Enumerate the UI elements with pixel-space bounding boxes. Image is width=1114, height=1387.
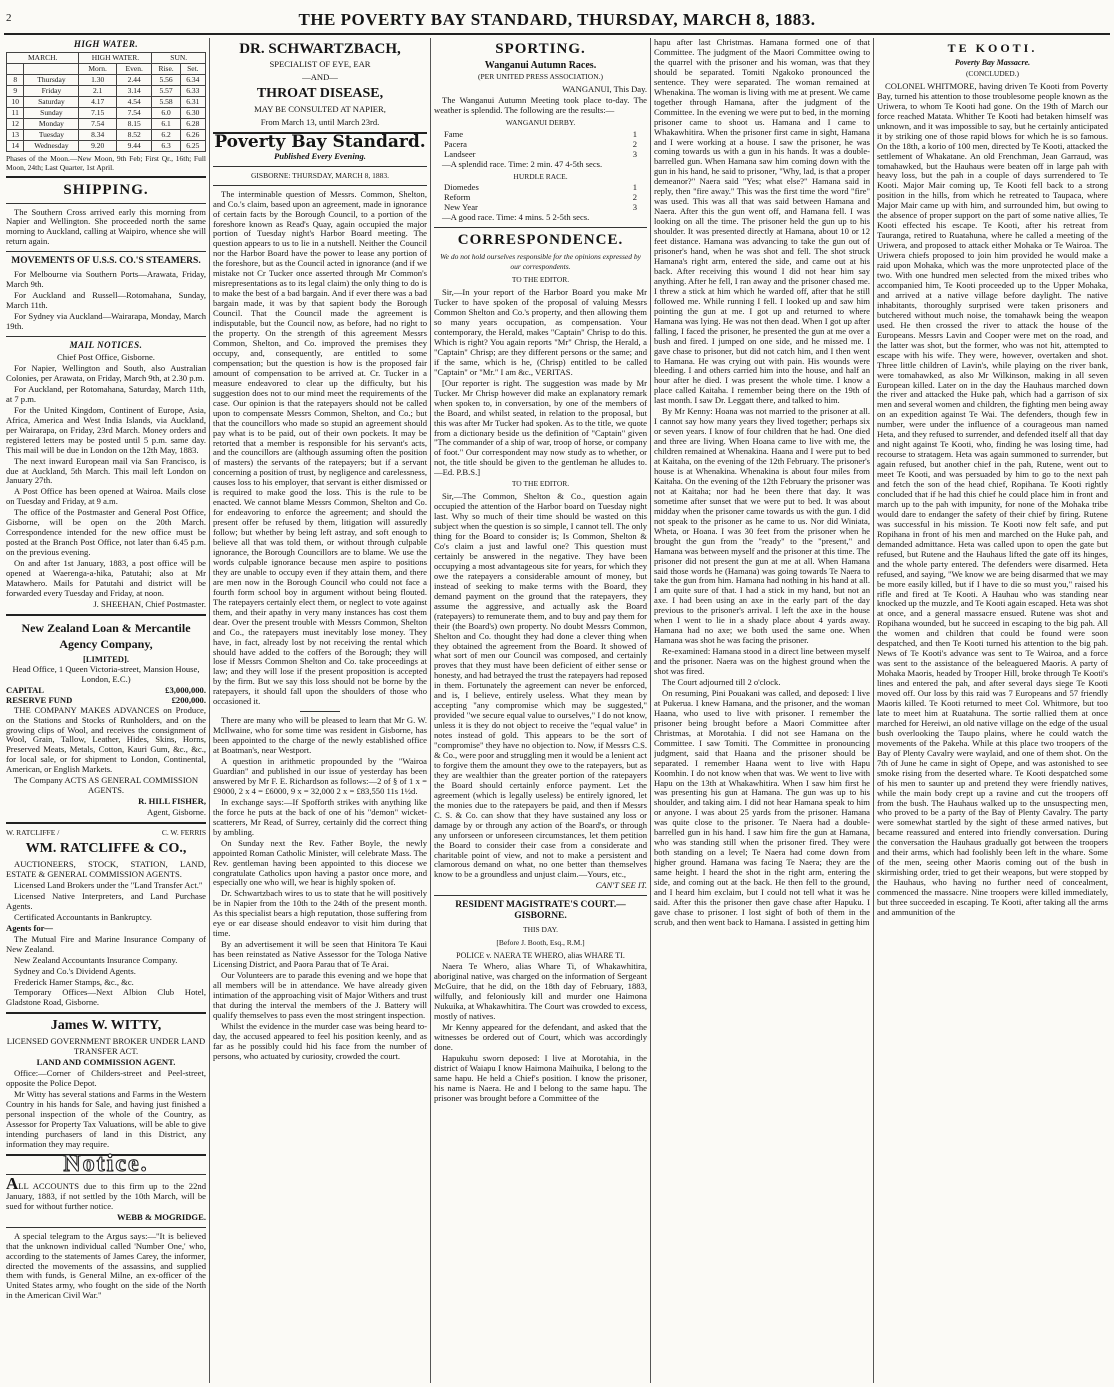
witty-sub: LICENSED GOVERNMENT BROKER UNDER LAND TRANSFER ACT. bbox=[6, 1036, 206, 1057]
horse-name: Pacera bbox=[444, 138, 467, 149]
column-4 bbox=[654, 38, 870, 1383]
tides-header: SUN. bbox=[152, 52, 206, 63]
dateline: GISBORNE: THURSDAY, MARCH 8, 1883. bbox=[250, 170, 389, 180]
horse-name: New Year bbox=[444, 202, 478, 213]
capital-label: CAPITAL bbox=[6, 684, 45, 695]
nzloan-limited: [LIMITED]. bbox=[82, 653, 130, 664]
tides-cell: 6.2 bbox=[152, 129, 180, 140]
ratcliffe-line: Licensed Land Brokers under the "Land Transfer Act." bbox=[14, 879, 203, 890]
tides-header: HIGH WATER. bbox=[79, 52, 152, 63]
to-editor: TO THE EDITOR. bbox=[511, 275, 570, 285]
notice-signature: WEBB & MOGRIDGE. bbox=[116, 1211, 206, 1222]
editorial-paragraph: In exchange says:—If Spofforth strikes with anything like the force he puts at the back of one of his "demon" wicket-scatterers, Mr Read, of Surrey, certainly did the correct thing by ambling. bbox=[213, 796, 427, 837]
reserve-label: RESERVE FUND bbox=[6, 694, 73, 705]
movement-item: For Sydney via Auckland—Wairarapa, Monday, March 19th. bbox=[6, 311, 206, 332]
tides-cell: Monday bbox=[24, 118, 79, 129]
horse-name: Diomedes bbox=[444, 182, 479, 193]
ratcliffe-line: Frederick Hamer Stamps, &c., &c. bbox=[14, 976, 134, 987]
hurdle-note: —A good race. Time: 4 mins. 5 2-5th secs. bbox=[442, 212, 590, 223]
court-heading: RESIDENT MAGISTRATE'S COURT.—GISBORNE. bbox=[455, 900, 626, 922]
tides-cell: 12 bbox=[7, 118, 24, 129]
mail-notice: The office of the Postmaster and General Post Office, Gisborne, will be open on the 20th March. Correspondence intended for the new office must be posted at the Branch Post Office, not later than 6.45 p.m. on the previous evening. bbox=[6, 507, 206, 558]
sporting-heading: SPORTING. bbox=[495, 41, 586, 57]
ratcliffe-line: Licensed Native Interpreters, and Land Purchase Agents. bbox=[6, 890, 206, 911]
editorial-paragraph: The interminable question of Messrs. Common, Shelton, and Co.'s claim, based upon an agreement, made in ignorance of certain facts by the Borough Council, to a portion of the foreshore known as Read's Quay, again occupied the major portion of Tuesday night's Harbor Board meeting. The question appears to us to lie in a nutshell. Neither the Council nor the Harbor Board have the power to lease any portion of the foreshore, but as the Council acted in ignorance (and if we mistake not Cr Tucker once asserted through Mr Common's misrepresentations as to its legal claim) the only thing to do is to make the best of a bad bargain. And if ever there was a bad bargain made, it was by that sapient body the Borough Council. That the Council made the agreement is indisputable, but the Council now, as before, had no right to the property. On the strength of this agreement Messrs Common, Shelton, and Co. improved the premises they occupy, and, consequently, are entitled to some compensation; but the question is how is the proposed fair amount of compensation to be arrived at. Cr. Tucker in a measure endeavored to clear up the difficulty, but his suggestion does not to our mind meet the requirements of the case. Our opinion is that the ratepayers should not be called upon to compensate Messrs Common, Shelton, and Co.; but that the councillors who made so stupid an agreement should pay what is to be paid, out of their own pockets. It may be retorted that a member is responsible for his servant's acts, and the councillors are (although assuming often the position of masters) the servants of the ratepayers; but if a servant concerning a position of trust, by negligence and carelessness, causes loss to his employer, that servant is either dismissed or is required to make good the loss. This is the rule to be enacted. We cannot blame Messrs Common, Shelton and Co. for endeavoring to enforce the agreement; and should the present offer be refused by them, litigation will assuredly follow; but whether by being left astray, and soft enough to believe all that was told them, or without through culpable ignorance, the Borough Councillors are to blame. We use the words culpable ignorance because men aspire to positions they are unable to occupy even if they attain them, and there are men now in the Borough Council who could not face a fourth form school boy in argument without being flouted. The ratepayers certainly elect them, or neglect to vote against them, and their apathy in very many instances has cost them dear. Over the present trouble with Messrs Common, Shelton and Co., the ratepayers must inevitably lose money. They have, in fact, already lost by not receiving the rental which should have added to the coffers of the Borough; they will lose if Messrs Common Shelton and Co. take proceedings at law; and they will lose if the present proposition is accepted by the firm. But we say this loss should not be borne by the ratepayers, it should fall upon the shoulders of those who occasioned it. bbox=[213, 188, 427, 707]
tides-row bbox=[7, 118, 206, 129]
correspondence-heading: CORRESPONDENCE. bbox=[457, 232, 624, 249]
mail-notice: A Post Office has been opened at Wairoa. Mails close on Tuesday and Friday, at 9 a.m. bbox=[6, 486, 206, 507]
wanganui-text: The Wanganui Autumn Meeting took place to-day. The weather is splendid. The following are the results:— bbox=[434, 94, 647, 115]
ratcliffe-line: Certificated Accountants in Bankruptcy. bbox=[14, 911, 152, 922]
movement-item: For Melbourne via Southern Ports—Arawata, Friday, March 9th. bbox=[6, 269, 206, 290]
court-day: THIS DAY. bbox=[522, 925, 558, 935]
court-text: Hapukuhu sworn deposed: I live at Morotahia, in the district of Waiapu I know Haimona Maihuika, I belong to the same hapu. He held a Chief's position. I know the prisoner, his name is Naera. He and I belong to the same hapu. The prisoner was brought before a Committee of the bbox=[434, 1052, 647, 1103]
column-rule bbox=[873, 38, 874, 1383]
letter-text: Sir,—The Common, Shelton & Co., question again occupied the attention of the Harbor board on Tuesday night last. Why so much of their time should be wasted on this subject when the question is so simple, I cannot tell. The only thing for the Board to consider is; Is Common, Shelton & Co's claim a just and lawful one? This question must certainly be answered in the negative. They have been occupying a most advantageous site for years, for which they owe the ratepayers a considerable amount of money, but instead of seeking to make terms with the Board, they demand payment on the ground that the ratepayers, they assume the aggressive, and actually ask the Board (ratepayers) to remunerate them, and to buy and pay them for their (the Board's) own property. No doubt Messrs Common, Shelton and Co. thought they had done a clever thing when they obtained the agreement from the Board. It showed of what sort of men our Council was composed, and certainly proves that they must have been deficient of either sense or honesty, and had betrayed the trust the ratepayers had reposed in them. Fortunately the agreement can never be enforced, and is, I believe, entirely useless. What they mean by accepting "any compromise which may be suggested," provided "we secure equal value to ourselves," I do not know, unless it is they do not object to receive the "equal value" in notes instead of gold. This appears to be the sort of "compromise" they have no objection to. Now, if Messrs C.S. & Co., were poor and struggling men it would be a lenient act to forgive them the amount they owe to the ratepayers, but as they are wealthier than the greater portion of the ratepayers the Board should certainly enforce payment. Let the agreement (which is legally useless) be entirely ignored, let the monies due to the ratepayers be paid, and then if Messrs C. S. & Co. can show that they have sustained any loss or damage by or through any action of the Board's, or through any unforseen or unforeseen circumstances, let them petition the Board to consider their case from a considerate and charitable point of view, and not to make a persistent and clamorous demand on what, no one better than themselves know to be a groundless and unjust claim.—Yours, etc., bbox=[434, 491, 647, 880]
postmaster-signature: J. SHEEHAN, Chief Postmaster. bbox=[93, 598, 206, 609]
tides-cell: Wednesday bbox=[24, 140, 79, 151]
column-2 bbox=[213, 38, 427, 1383]
tides-cell: Tuesday bbox=[24, 129, 79, 140]
tides-cell: 6.28 bbox=[180, 118, 205, 129]
column-rule bbox=[430, 38, 431, 1383]
tides-cell: 1.30 bbox=[79, 74, 117, 85]
editorial-paragraph: Whilst the evidence in the murder case was being heard to-day, the accused appeared to feel his position keenly, and as far as he possibly could hid his face from the number of persons, who actuated by curiosity, crowded the court. bbox=[213, 1020, 427, 1061]
tides-cell: 5.58 bbox=[152, 96, 180, 107]
ratcliffe-heading: WM. RATCLIFFE & CO., bbox=[25, 841, 187, 857]
tides-subheader: Even. bbox=[116, 63, 152, 74]
tides-cell: 7.15 bbox=[79, 107, 117, 118]
editorial-paragraph: Our Volunteers are to parade this evening and we hope that all members will be in attendance. We have already given intimation of the approaching visit of Major Withers and trust that during the interval the members of the J. Battery will qualify themselves to pass even the most stringent inspection. bbox=[213, 970, 427, 1020]
capital-value: £3,000,000. bbox=[165, 684, 206, 695]
doctor-role: SPECIALIST OF EYE, EAR bbox=[269, 59, 371, 69]
notice-heading: Notice. bbox=[63, 1150, 149, 1177]
tides-cell: 4.54 bbox=[116, 96, 152, 107]
tides-cell: 9.44 bbox=[116, 140, 152, 151]
tides-cell: 7.54 bbox=[116, 107, 152, 118]
ratcliffe-names bbox=[6, 828, 206, 838]
letter-reply: [Our reporter is right. The suggestion was made by Mr Tucker. Mr Chrisp however did make an explanatory remark when spoken to, in conversation, by one of the members of the Board, and whilst seated, in relation to the proposal, but this was after Mr Tucker had spoken. As to the title, we quote from a dictionary beside us the definition of "Captain" given "The commander of a ship of war, troop of horse, or company of foot." Our correspondent may now study as to whether, or not, the title should be given to the gentleman he alludes to.—Ed. P.B.S.] bbox=[434, 377, 647, 478]
mail-notice: On and after 1st January, 1883, a post office will be opened at Waerenga-a-hika, Patutahi; also at Mr Matawhero. Mails for Patutahi and district will be forwarded every Tuesday and Friday, at noon. bbox=[6, 558, 206, 598]
tides-cell: 8 bbox=[7, 74, 24, 85]
court-case: POLICE v. NAERA TE WHERO, alias WHARE TI. bbox=[456, 951, 625, 961]
tides-cell: 5.57 bbox=[152, 85, 180, 96]
tides-cell: 7.54 bbox=[79, 118, 117, 129]
press-credit: (PER UNITED PRESS ASSOCIATION.) bbox=[477, 71, 603, 81]
nzloan-agents: The Company ACTS AS GENERAL COMMISSION AGENTS. bbox=[13, 775, 199, 796]
column-3 bbox=[434, 38, 647, 1383]
published-line: Published Every Evening. bbox=[274, 150, 366, 161]
tides-cell: 3.14 bbox=[116, 85, 152, 96]
reserve-value: £200,000. bbox=[171, 694, 206, 705]
placing: 1 bbox=[632, 128, 637, 139]
movements-heading: MOVEMENTS OF U.S.S. CO.'S STEAMERS. bbox=[11, 256, 201, 267]
doctor-name: DR. SCHWARTZBACH, bbox=[239, 41, 401, 57]
column-rule bbox=[209, 38, 210, 1383]
tides-row bbox=[7, 85, 206, 96]
court-continued: By Mr Kenny: Hoana was not married to the prisoner at all. I cannot say how many years they lived together; perhaps six or seven years. I know of four children that he had. One died and three are living. When Hoana came to live with me, the children remained at Whenakina. Haana and I were put to bed at Kaitaha, on the evening of the 12th February. The prisoner's house is at Whenakina. Whenakina is about four miles from Kaitaha. On the evening of the 12th February the prisoner was not at Kaitaha; nor had he been there that day. It was sometime after sunset that we were put to bed. It was about midday when the prisoner came towards us with the gun. I did not speak to the prisoner as he came to us. Nor did Winiata, Wheta, or Hoana. I was 30 feet from the prisoner when he brought the gun from the "ready" to the "present," and Hamana was between myself and the prisoner at this time. The prisoner did not present the gun at me at all. When Hamana said those words he (Hamana) was going towards Te Naera to take the gun from him. Hamana had nothing in his hand at all. I am quite sure of that. I had a stick in my hand, but not an axe. I had been using an axe in the early part of the day previous to the prisoner's arrival. I left the axe in the house when I went to lie in a shady place about 4 yards away. Hamana had no axe; we both used the same one. When Hamana was shot he was facing the prisoner. bbox=[654, 406, 870, 646]
hurdle-heading: HURDLE RACE. bbox=[513, 171, 568, 181]
tides-cell: 6.3 bbox=[152, 140, 180, 151]
tides-cell: 6.26 bbox=[180, 129, 205, 140]
tides-cell: 9.20 bbox=[79, 140, 117, 151]
mail-notice: For Auckland, per Rotomahana, Saturday, March 11th, at 7 p.m. bbox=[6, 383, 206, 404]
doctor-consult: MAY BE CONSULTED AT NAPIER, bbox=[254, 103, 386, 114]
tides-cell: 8.15 bbox=[116, 118, 152, 129]
court-continued: The Court adjourned till 2 o'clock. bbox=[662, 677, 781, 687]
tides-cell: 6.33 bbox=[180, 85, 205, 96]
court-text: Mr Kenny appeared for the defendant, and asked that the witnesses be ordered out of Court, which was accordingly done. bbox=[434, 1021, 647, 1052]
mail-notice: Chief Post Office, Gisborne. bbox=[57, 352, 155, 363]
court-continued: Re-examined: Hamana stood in a direct line between myself and the prisoner. Naera was on the highest ground when the shot was fired. bbox=[654, 646, 870, 677]
column-te-kooti bbox=[877, 38, 1108, 1383]
tides-cell: 6.31 bbox=[180, 96, 205, 107]
tekooti-concluded: (CONCLUDED.) bbox=[965, 68, 1020, 78]
horse-name: Fame bbox=[444, 128, 464, 139]
tides-cell: 8.34 bbox=[79, 129, 117, 140]
court-continued: hapu after last Christmas. Hamana formed one of that Committee. The judgment of the Maori Committee owing to the quarrel with the prisoner and his woman, was that they should be separated. Tomiti Ngakoko pronounced the sentence. They were separated. The woman remained at Whenakina. The woman is living with me at present. We came together through Hamana, after the judgment of the Committee. In the evening we were put to bed, in the morning prisoner came to shoot us. Hamana and I came to Whakawhitira. When the prisoner first came in sight, Hamana and I were working at a house. I saw the prisoner, he was coming towards us with a gun in his hands. It was a double-barrelled gun. When Hamana saw him coming down with the gun in his hand, he said to prisoner, "Why, lad, is that a proper demeanor?" Naera said "Yes; what else?" Hamana said in reply, then "fire away." This was the first time the word "fire" was used. This was all that was said between Hamana and Naera. After this the gun went off, and Hamana fell. I was looking on all the time. The prisoner held the gun up to his shoulder. It was presented directly at Hamana, about 10 or 12 feet distance. Hamana was advancing to take the gun out of prisoner's hand, when he was shot and fell. The shot struck Hamana's right arm, entered the side, and came out at his back. After receiving this wound I did not hear him say anything. After he fell, I ran away and the prisoner chased me. I threw a stick at him which he warded off, after that he still followed me. While running I fell. I looked up and saw him pointing the gun at me. I got up and returned to where Hamana was lying. He was not then dead. When I got up after falling, I faced the prisoner, he presented the gun at me over a bush and fired. I jumped on one side, and he missed me. I gave chase to prisoner, but did not catch him, and I then went to Hamana. He was crying out with pain. His wounds were bleeding. I and others carried him into the house, and half an hour after he died. I was present the whole time. I know a place called Kaitaha. I remember being there on the 19th of last month. I saw Dr. Leggatt there, and talked to him. bbox=[654, 38, 870, 406]
ratcliffe-line: Sydney and Co.'s Dividend Agents. bbox=[14, 965, 136, 976]
mail-notice: The next inward European mail via San Francisco, is due at Auckland, 5th March. This mail left London on January 27th. bbox=[6, 455, 206, 486]
tides-cell: 4.17 bbox=[79, 96, 117, 107]
tides-cell: 10 bbox=[7, 96, 24, 107]
mail-notices-heading: MAIL NOTICES. bbox=[69, 340, 143, 351]
tides-cell: 9 bbox=[7, 85, 24, 96]
doctor-dates: From March 13, until March 23rd. bbox=[260, 116, 380, 127]
column-1 bbox=[6, 38, 206, 1383]
tides-subheader: Rise. bbox=[152, 63, 180, 74]
newspaper-title: THE POVERTY BAY STANDARD, THURSDAY, MARCH 8, 1883. bbox=[298, 10, 816, 29]
tides-cell: 13 bbox=[7, 129, 24, 140]
tides-cell: Thursday bbox=[24, 74, 79, 85]
tides-table bbox=[6, 52, 206, 152]
horse-name: Reform bbox=[444, 192, 471, 203]
shipping-heading: SHIPPING. bbox=[63, 181, 149, 198]
tekooti-heading: TE KOOTI. bbox=[947, 41, 1038, 55]
editorial-paragraph: A question in arithmetic propounded by the "Wairoa Guardian" and published in our issue of yesterday has been answered by Mr F. E. Richardson as follows:—2 of § of 1 x = £9000, 2 x 4 = £6000, 9 x = 32,000 2 x = £83,550 11s 1½d. bbox=[213, 756, 427, 796]
nzloan-fisher: R. HILL FISHER, bbox=[138, 796, 206, 807]
tides-cell: 2.1 bbox=[79, 85, 117, 96]
page-number: 2 bbox=[6, 12, 12, 24]
tides-cell: Friday bbox=[24, 85, 79, 96]
nzloan-office: Head Office, 1 Queen Victoria-street, Mansion House, London, E.C.) bbox=[12, 663, 200, 684]
tides-title: HIGH WATER. bbox=[73, 39, 139, 49]
derby-heading: WANGANUI DERBY. bbox=[505, 117, 576, 127]
doctor-and: —AND— bbox=[302, 71, 338, 82]
tekooti-sub: Poverty Bay Massacre. bbox=[954, 58, 1031, 67]
placing: 2 bbox=[632, 138, 637, 149]
tides-cell: 6.0 bbox=[152, 107, 180, 118]
tides-cell: 6.34 bbox=[180, 74, 205, 85]
mail-notice: For the United Kingdom, Continent of Europe, Asia, Africa, America and West India Islands, via Auckland, per Wairarapa, on Friday, 23rd March. Money orders and registered letters may be posted until 5 p.m. same day. This mail will be due in London on the 12th May, 1883. bbox=[6, 404, 206, 455]
witty-heading: James W. WITTY, bbox=[50, 1018, 162, 1034]
tides-cell: 5.56 bbox=[152, 74, 180, 85]
ratcliffe-line: The Mutual Fire and Marine Insurance Company of New Zealand. bbox=[6, 933, 206, 954]
letter-text: Sir,—In your report of the Harbor Board you make Mr Tucker to have spoken of the proposal of valuing Messrs Common Shelton and Co.'s property, and then allowing them so many years occupation, as compensation. Your contemporary, the Herald, makes "Captain" Chrisp to do this. Which is right? You again reports "Mr" Chrisp, the Herald, a "Captain" Chrisp; are they different persons or the same; and if the same, which is he, (Chrisp) entitled to be called "Captain" or "Mr." I am &c., VERITAS. bbox=[434, 287, 647, 377]
doctor-throat: THROAT DISEASE, bbox=[256, 85, 384, 101]
tides-row bbox=[7, 74, 206, 85]
nzloan-text: THE COMPANY MAKES ADVANCES on Produce, on the Stations and Stocks of Runholders, and on the growing clips of Wool, and receives the consignment of Wool, Grain, Tallow, Leather, Hides, Skins, Horns, Preserved Meats, Metals, Cotton, Kauri Gum, &c., &c., for local sale, or for shipment to London, Continental, American, or English Markets. bbox=[6, 704, 206, 775]
court-text: Naera Te Whero, alias Whare Ti, of Whakawhitira, aboriginal native, was charged on the information of Sergeant McGuire, that he did, on the 18th day of February, 1883, wilfully, and feloniously kill and murder one Haimona Nukuika, at Whakawhitira. The Court was crowded to excess, mostly of natives. bbox=[434, 961, 647, 1021]
editorial-paragraph: Dr. Schwartzbach wires to us to state that he will positively be in Napier from the 10th to the 24th of the present month. As this specialist bears a high reputation, those suffering from eye or ear disease should endeavor to visit him during that time. bbox=[213, 888, 427, 939]
tides-row bbox=[7, 129, 206, 140]
races-heading: Wanganui Autumn Races. bbox=[484, 60, 597, 71]
placing: 3 bbox=[632, 202, 637, 213]
mail-notice: For Napier, Wellington and South, also Australian Colonies, per Arawata, on Friday, March 9th, at 2.30 p.m. bbox=[6, 362, 206, 383]
nzloan-heading: New Zealand Loan & Mercantile Agency Company, bbox=[21, 620, 191, 651]
tides-cell: 14 bbox=[7, 140, 24, 151]
tides-subheader: Set. bbox=[180, 63, 205, 74]
movement-item: For Auckland and Russell—Rotomahana, Sunday, March 11th. bbox=[6, 290, 206, 311]
masthead-rule bbox=[4, 33, 1110, 35]
tides-row bbox=[7, 140, 206, 151]
tides-cell: 2.44 bbox=[116, 74, 152, 85]
derby-note: —A splendid race. Time: 2 min. 47 4-5th secs. bbox=[442, 158, 603, 169]
placing: 2 bbox=[632, 192, 637, 203]
notice-text: ALL ACCOUNTS due to this firm up to the 22nd January, 1883, if not settled by the 10th March, will be sued for without further notice. bbox=[6, 1173, 206, 1211]
derby-results bbox=[434, 130, 647, 160]
witty-sub2: LAND AND COMMISSION AGENT. bbox=[36, 1057, 176, 1068]
tides-subheader bbox=[7, 63, 24, 74]
tides-cell: Saturday bbox=[24, 96, 79, 107]
tides-header: MARCH. bbox=[7, 52, 79, 63]
placing: 3 bbox=[632, 148, 637, 159]
ratcliffe-name-right: C. W. FERRIS bbox=[161, 828, 206, 838]
witty-text2: Mr Witty has several stations and Farms in the Western Country in his hands for Sale, and having just finished a personal inspection of the whole of the Country, as Assessor for Property Tax Valuations, will be able to give intending purchasers of land in this District, any information they may require. bbox=[6, 1089, 206, 1149]
tides-cell: 6.30 bbox=[180, 107, 205, 118]
nzloan-fisher-role: Agent, Gisborne. bbox=[147, 807, 206, 818]
court-continued: On resuming, Pini Pouakani was called, and deposed: I live at Pukerua. I knew Hamana, and the prisoner, and the woman Haana, who used to live with prisoner. I remember the prisoner being brought before a Maori Committee after Christmas, at Morotahia. I did not see Hamana on the Committee. I saw Tomiti. The Committee in pronouncing judgment, said that Haana and the prisoner should be separated. I remember Haana went to live with Hapu Koomhin. I do not know when that was. We went to live with Hapu on the 13th at Whakawhitira. When I saw him first he was presenting his gun at Hamana. The gun was up to his shoulder, and taking aim. I did not hear Hamana speak to him or anyone. I was about 25 yards from the prisoner. Hamana was quite close to the prisoner. Te Naera had a double-barrelled gun in his hand. I saw him fire the gun at Hamana, who was standing still when the prisoner fired. They were both standing on a level; Te Naera had come down from higher ground. Hamana was facing Te Naera; they are the same height. I heard the shot in the right arm, entering the side, and coming out at the back. He then fell to the ground, and I heard him exclaim, but I could not tell what it was he said. After this the prisoner then gave chase after Hapuku. I gave chase to prisoner. I lost sight of both of them in the scrub, and then went back to Hamana. I assisted in getting him bbox=[654, 687, 870, 927]
moon-phases: Phases of the Moon.—New Moon, 9th Feb; First Qr., 16th; Full Moon, 24th; Last Quarter, 1st April. bbox=[6, 153, 206, 172]
tides-subheader bbox=[24, 63, 79, 74]
editorial-paragraph: On Sunday next the Rev. Father Boyle, the newly appointed Roman Catholic Minister, will celebrate Mass. The Rev. gentleman having been appointed to this diocese we congratulate Catholics upon having a pastor once more, and especially one who will, we hear is highly spoken of. bbox=[213, 837, 427, 888]
editorial-paragraph: By an advertisement it will be seen that Hinitora Te Kaui has been reinstated as Native Assessor for the Tologa Native Licensing District, and Paora Parau that of Te Arai. bbox=[213, 939, 427, 970]
to-editor: TO THE EDITOR. bbox=[511, 479, 570, 489]
court-before: [Before J. Booth, Esq., R.M.] bbox=[496, 938, 585, 948]
ratcliffe-line: New Zealand Accountants Insurance Company. bbox=[14, 954, 178, 965]
ratcliffe-name-left: W. RATCLIFFE / bbox=[6, 828, 60, 838]
tides-subheader: Morn. bbox=[79, 63, 117, 74]
tekooti-text: COLONEL WHITMORE, having driven Te Kooti from Poverty Bay, turned his attention to those troublesome people known as the Uriwera, to whom Te Kooti had gone. On the 19th of March our force reached Matata. Whither Te Kooti had betaken himself was unknown, and it was impossible to say, but he certainly anticipated it by striking one of those rapid blows for which he is so famous. On the 18th, a korio of 100 men, directed by Te Kooti, attacked the settlement of Whakatane. An old Frenchman, Jean Garraud, was tomahawked, but the Hauhaus were beaten off in large pah with heavy loss, but the pah in a couple of days surrendered to Te Kooti. Major Mair coming up, Te Kooti fell back to a strong position in the hills, from which he retreated to Taupaca, where Major Mair came up with him, and surrounded him, but owing to the absence of proper support on the part of some native allies, Te Kooti effected his escape. Te Kooti, after his retreat from Tauranga, retired to Ruatahuna, where he called a meeting of the Uriwera, and proposed to attack either Mohaka or Te Wairoa. The Uriwera chiefs proposed to join him provided he would make a raid upon Mohaka, which was the more unprotected place of the two. With one hundred men selected from the mixed tribes who accompanied him, Te Kooti proceeded up to the Upper Mohaka, and arrived at a native village before daylight. The native inhabitants, thoroughly surprised were taken prisoners and butchered without much noise, the tomahawk being the weapon used. He then crossed the river to attack the house of the Europeans. Messrs Lavin and Cooper were met on the road, and the latter was shot, but the former, who was not hit, attempted to escape with his wife. They were, however, overtaken and shot. Three little children of Lavin's, while playing on the river bank, were tomahawked, as also Mr Wilkinson, making in all seven European killed. Later on in the day the Hauhaus marched down the river and attacked the Huke pah, which had a garrison of six men and several women and children, the fighting men being away on an expedition against Te Wai. The defenders, though few in number, were under the influence of a courageous man named Heta, and they refused to surrender, and defended itself all that day and night against Te Kooti, who, finding he was losing time, had recourse to stratagem. Heta was again summoned to surrender, but again refused, but another chief in the pah, Rutene, went out to meet Te Kooti, and was persuaded by him to go to the next pah and fetch the son of the head chief, Ropihana. Te Kooti rightly concluded that if he had this chief he could place him in front and march up to the pah with impunity, for none of the Mohaka tribe would dare to endanger the safety of their chief by firing. Rutene was successful in his mission. Te Kooti now felt safe, and put Ropihana in front of his men and marched on the Huke pah, and demanded admittance. Heta was called upon to open the gate but refused, but Rutene and the Hauhaus lifted the gate off its hinges, and the whole party entered. The defenders were disarmed. Heta refused, and saying, "We know we are being disarmed that we may be more easily killed, but if I have to die so must you," raised his rifle and fired at Te Kooti. A Hauhau who was standing near knocked up the muzzle, and Te Kooti again escaped. Heta was shot at once, and a general massacre ensued. Rutene was shot and Ropihana wounded, but he succeed in escaping to the big pah. All the women and children that could be found were soon despatched, and then Te Kooti turned his attention to the big pah. News of Te Kooti's advance was sent to Te Wairoa, and a force was sent to the assistance of the beleaguered Maoris. A party of Mohaka Maoris, headed by Trooper Hill, broke through Te Kooti's lines and entered the pah, and after several days siege Te Kooti moved off. Our loss by this raid was 7 Europeans and 57 friendly Maoris killed. Te Kooti returned to meet Col. Whitmore, but too late to meet him at Ruatahuna. The sortie rallied them at once marched for Hereiwi, an old native village on the edge of the usual bush overlooking the Taupo plains, where he could watch the movements of the Pakeha. While at this place two troopers of the Bay of Plenty Cavalry were waylaid, and one of them shot. On the 7th of June he came in sight of Opepe, and was astonished to see smoke rising from the deserted whare. Te Kooti despatched some of his men to saunter up and pretend they were friendly natives, while the main body crept up a ravine and cut the troopers off from the bush. The Hauhaus walked up to the unsuspecting men, who proved to be a party of the Bay of Plenty Cavalry. The party were somewhat startled by the sight of these armed natives, but became reassured and entered into friendly conversation. During the conversation the Hauhaus gradually got between the troopers and their arms, which had foolishly been left in the whare. Some of the men, seeing other Maoris coming out of the bush in skirmishing order, tried to get their weapons, but were stopped by the Hauhaus, who having no further need of concealment, commenced the massacre. Nine troopers were killed immediately, but three succeeded in escaping. Te Kooti, after taking all the arms and ammunition of the bbox=[877, 80, 1108, 918]
paper-nameplate: Poverty Bay Standard. bbox=[214, 131, 426, 152]
ratcliffe-line: Temporary Offices—Next Albion Club Hotel, Gladstone Road, Gisborne. bbox=[6, 987, 206, 1008]
tides-cell: 6.25 bbox=[180, 140, 205, 151]
witty-text: Office:—Corner of Childers-street and Peel-street, opposite the Police Depot. bbox=[6, 1068, 206, 1089]
correspondence-note: We do not hold ourselves responsible for the opinions expressed by our correspondents. bbox=[440, 252, 641, 272]
special-telegram: A special telegram to the Argus says:—"It is believed that the unknown individual called 'Number One,' who, according to the statements of James Carey, the informer, directed the movements of the assassins, and supplied them with funds, is General Milne, an ex-officer of the United States army, who fought on the side of the North in the American Civil War." bbox=[6, 1230, 206, 1301]
horse-name: Landseer bbox=[444, 148, 476, 159]
hurdle-results bbox=[434, 183, 647, 213]
ratcliffe-text: AUCTIONEERS, STOCK, STATION, LAND, ESTATE & GENERAL COMMISSION AGENTS. bbox=[6, 859, 206, 879]
ratcliffe-line: Agents for— bbox=[6, 922, 54, 933]
tides-cell: 8.52 bbox=[116, 129, 152, 140]
shipping-text: The Southern Cross arrived early this morning from Napier and Wellington. She proceeded north the same morning to Auckland, calling at Waipiro, whence she will return again. bbox=[6, 206, 206, 247]
masthead bbox=[0, 0, 1114, 30]
column-rule bbox=[650, 38, 651, 1383]
placing: 1 bbox=[632, 182, 637, 193]
tides-cell: 11 bbox=[7, 107, 24, 118]
tides-cell: 6.1 bbox=[152, 118, 180, 129]
tides-row bbox=[7, 107, 206, 118]
wanganui-dateline: WANGANUI, This Day. bbox=[562, 83, 647, 94]
letter-signature: CAN'T SEE IT. bbox=[595, 880, 647, 891]
tides-row bbox=[7, 96, 206, 107]
tides-cell: Sunday bbox=[24, 107, 79, 118]
editorial-paragraph: There are many who will be pleased to learn that Mr G. W. McIlwaine, who for some time was resident in Gisborne, has been appointed to the charge of the newly established office at Boatman's, near Westport. bbox=[213, 715, 427, 756]
